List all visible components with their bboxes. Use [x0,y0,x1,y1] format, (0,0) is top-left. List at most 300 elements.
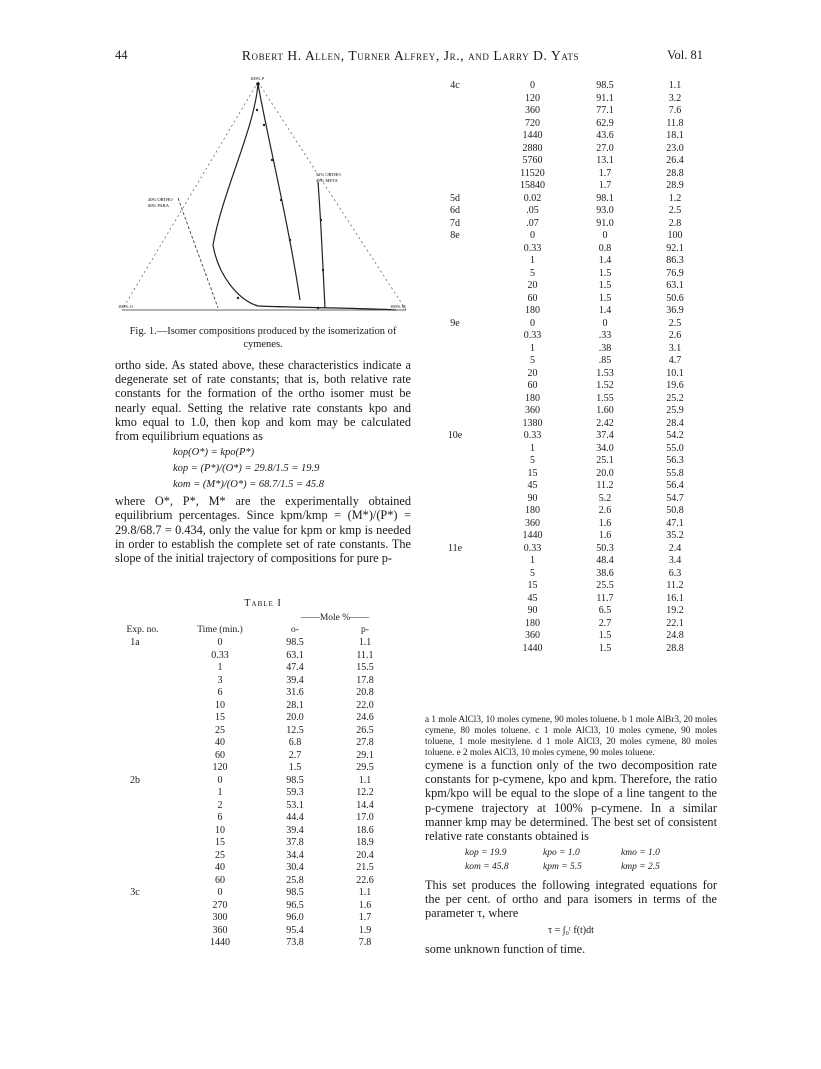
cell-para: 19.6 [666,380,684,391]
equation: kop = (P*)/(O*) = 29.8/1.5 = 19.9 [173,463,320,475]
cell-ortho: 0.8 [598,242,612,254]
cell-ortho: 1.5 [288,762,302,773]
cell-para: 23.0 [666,142,684,154]
cell-para: 6.3 [668,567,682,579]
cell-para: 18.1 [666,130,684,141]
table-row [115,775,411,788]
cell-ortho: 96.0 [286,912,304,923]
cell-time: 1440 [522,130,543,141]
cell-time: 15 [527,580,538,591]
cell-ortho: .85 [598,355,612,366]
table-row [440,155,716,168]
cell-time: 45 [527,480,538,491]
cell-time: 360 [525,630,540,641]
table-row [440,143,716,156]
cell-time: 1 [530,342,535,354]
cell-para: 28.4 [666,417,684,429]
table-row [440,305,716,318]
cell-ortho: 5.2 [598,492,612,504]
running-head-authors: Robert H. Allen, Turner Alfrey, Jr., and Larry D. Yats [241,48,580,63]
cell-ortho: 47.4 [286,662,304,673]
table-row [440,105,716,118]
table-footnote: a 1 mole AlCl3, 10 moles cymene, 90 moles toluene. b 1 mole AlBr3, 20 moles cymene, 80 moles toluene. c 1 mole AlCl3, 10 moles cymene, 90 moles toluene, 1 mole mesitylene. d 1 mole AlCl3, 20 moles cymene, 80 moles toluene. e 2 moles AlCl3, 10 moles cymene, 90 moles toluene. [425,714,717,757]
cell-time: 1 [217,662,223,673]
table-row [115,937,411,950]
cell-time: 180 [525,505,540,516]
cell-ortho: 43.6 [596,130,614,141]
cell-ortho: 98.5 [286,774,304,786]
cell-ortho: 27.0 [596,142,614,154]
cell-ortho: 98.5 [286,637,304,648]
cell-time: 45 [527,592,538,604]
cell-time: 5760 [522,155,543,166]
cell-para: 55.8 [666,467,684,479]
cell-time: 25 [215,724,225,736]
cell-time: 25 [215,849,225,861]
table-row [440,530,716,543]
cell-ortho: 1.5 [598,630,612,641]
cell-para: 22.0 [356,699,374,711]
cell-exp: 10e [447,430,463,441]
cell-para: 18.9 [356,837,374,848]
cell-ortho: 77.1 [596,105,614,116]
cell-ortho: 1.53 [596,367,614,379]
table-row [115,650,411,663]
cell-time: 360 [525,405,540,416]
table-row [115,687,411,700]
cell-para: 1.6 [358,899,372,911]
cell-ortho: 30.4 [286,862,304,873]
cell-time: 10 [215,699,225,711]
table-row [440,330,716,343]
cell-time: 60 [527,380,538,391]
cell-ortho: 2.6 [598,505,612,516]
cell-time: 40 [215,862,225,873]
cell-para: 17.0 [356,812,374,823]
cell-time: 1440 [522,642,543,654]
cell-para: 16.1 [666,592,684,604]
cell-time: 1 [217,787,223,798]
cell-para: 1.1 [358,774,372,786]
integral-equation: τ = ∫₀ᵗ f(t)dt [548,925,594,937]
cell-para: 56.4 [666,480,684,491]
cell-para: 86.3 [666,255,684,266]
cell-ortho: 1.7 [598,167,612,179]
cell-para: 14.4 [356,799,374,811]
table-row [115,762,411,775]
right-column-text [425,758,717,957]
cell-para: 2.5 [668,317,682,329]
cell-ortho: .33 [598,330,612,341]
cell-ortho: 11.2 [596,480,614,491]
cell-time: 20 [527,280,538,291]
cell-ortho: 38.6 [596,567,614,579]
left-column-text [115,358,411,565]
cell-ortho: 1.60 [596,405,614,416]
cell-para: 25.9 [666,405,684,416]
cell-time: 60 [215,749,225,761]
cell-para: 55.0 [666,442,684,454]
cell-para: 28.8 [666,167,684,179]
table-row [440,268,716,281]
cell-para: 18.6 [356,824,374,836]
table-row [440,205,716,218]
col-header-ortho: o- [291,625,299,635]
table-row [440,543,716,556]
cell-ortho: 91.1 [596,92,614,104]
cell-time: 3 [217,674,223,686]
cell-para: 17.8 [356,674,374,686]
cell-para: 29.5 [356,762,374,773]
cell-time: 0.02 [523,192,542,204]
equation: kom = (M*)/(O*) = 68.7/1.5 = 45.8 [173,479,325,491]
cell-ortho: 62.9 [596,117,614,129]
cell-ortho: 1.7 [598,180,612,191]
cell-para: 10.1 [666,367,684,379]
cell-time: 0 [217,637,223,648]
cell-ortho: 20.0 [286,712,304,723]
table-row [440,93,716,106]
table-row [440,493,716,506]
cell-para: 26.4 [666,155,684,166]
cell-time: 40 [215,737,225,748]
cell-ortho: 1.6 [598,517,612,529]
cell-time: 5 [530,455,535,466]
cell-exp: 9e [450,317,460,329]
table-row [440,405,716,418]
cell-ortho: 25.1 [596,455,614,466]
cell-ortho: 93.0 [596,205,614,216]
cell-para: 2.6 [668,330,682,341]
cell-time: 15 [215,837,225,848]
cell-para: 100 [667,230,683,241]
cell-ortho: 95.4 [286,924,304,936]
table-row [115,900,411,913]
right-point-label-2: 49% META [316,178,338,183]
cell-ortho: 1.5 [598,642,612,654]
table-row [115,800,411,813]
cell-exp: 3c [130,887,140,898]
cell-ortho: 1.5 [598,267,612,279]
table-row [440,118,716,131]
cell-time: 11520 [520,167,545,179]
cell-para: 56.3 [666,455,684,466]
cell-para: 28.8 [666,642,684,654]
table-left-part [115,613,411,950]
cell-ortho: 31.6 [286,687,304,698]
cell-time: 1440 [210,937,230,948]
cell-para: 3.1 [668,342,682,354]
right-point-label-1: 51% ORTHO [316,172,341,177]
cell-para: 35.2 [666,530,684,541]
cell-para: 2.5 [668,205,682,216]
cell-para: 1.9 [358,924,372,936]
table-row [440,430,716,443]
cell-ortho: 0 [602,317,608,329]
cell-para: 1.1 [668,80,682,91]
rate-constants: kop = 19.9 kpo = 1.0 kmo = 1.0 kom = 45.8 kpm = 5.5 kmp = 2.5 [465,848,660,873]
left-point-label-2: 60% PARA [148,203,169,208]
cell-ortho: 34.4 [286,849,304,861]
table-row [440,605,716,618]
cell-ortho: 44.4 [286,812,304,823]
figure-caption: Fig. 1.—Isomer compositions produced by the isomerization of cymenes. [129,326,397,350]
cell-time: 180 [525,392,540,404]
table-row [115,812,411,825]
cell-para: 20.4 [356,849,374,861]
cell-time: 300 [212,912,228,923]
cell-time: 0 [530,317,535,329]
cell-para: 25.2 [666,392,684,404]
table-row [440,618,716,631]
cell-time: 0 [217,887,223,898]
cell-para: 24.8 [666,630,684,641]
table-row [440,630,716,643]
cell-ortho: 11.7 [596,592,614,604]
cell-ortho: 1.6 [598,530,612,541]
cell-time: 0 [530,80,535,91]
cell-time: 0.33 [211,649,229,661]
cell-time: 0.33 [523,242,542,254]
col-header-time: Time (min.) [197,625,243,635]
cell-para: 27.8 [356,737,374,748]
table-row [115,887,411,900]
cell-time: 0.33 [523,430,542,441]
cell-para: 22.1 [666,617,684,629]
cell-para: 12.2 [356,787,374,798]
table-row [440,468,716,481]
table-row [115,712,411,725]
table-row [440,230,716,243]
table-row [115,912,411,925]
table-row [440,555,716,568]
cell-para: 29.1 [356,749,374,761]
table-row [440,643,716,656]
cell-time: 1 [530,442,535,454]
cell-ortho: 28.1 [286,699,304,711]
cell-para: 2.4 [668,542,682,554]
cell-time: 5 [530,355,535,366]
cell-time: 15 [215,712,225,723]
cell-exp: 7d [450,217,460,229]
table-row [440,443,716,456]
cell-time: 2 [217,799,223,811]
paragraph: where O*, P*, M* are the experimentally obtained equilibrium percentages. Since kpm/kmp = (M*)/(P*) = 29.8/68.7 = 0.434, only the value for kpm or kmp is needed in order to establish the complete set of rate constants. The slope of the initial trajectory of compositions for pure p- [115,494,411,566]
volume-label: Vol. 81 [667,48,703,62]
table-row [440,518,716,531]
table-row [440,455,716,468]
cell-ortho: 50.3 [596,542,614,554]
col-header-exp: Exp. no. [126,625,159,635]
cell-exp: 2b [130,774,140,786]
cell-ortho: 1.52 [596,380,614,391]
cell-para: 63.1 [666,280,684,291]
table-row [440,355,716,368]
cell-para: 1.1 [358,637,372,648]
table-row [115,862,411,875]
cell-ortho: 25.8 [286,874,304,886]
table-row [115,637,411,650]
apex-label: 100% P [250,76,265,81]
table-row [115,787,411,800]
col-header-mole: ——Mole %—— [300,613,370,623]
cell-para: 54.7 [666,492,684,504]
cell-ortho: 98.5 [286,887,304,898]
cell-time: 180 [525,617,540,629]
cell-time: 1 [530,555,535,566]
cell-time: 1380 [522,417,543,429]
table-title: Table I [244,598,282,609]
cell-para: 1.7 [358,912,372,923]
cell-time: 2880 [522,142,543,154]
cell-time: 120 [525,92,540,104]
cell-ortho: 73.8 [286,937,304,948]
cell-ortho: 25.5 [596,580,614,591]
table-row [440,130,716,143]
cell-time: 0 [217,774,223,786]
cell-para: 50.8 [666,505,684,516]
table-row [440,593,716,606]
cell-ortho: 39.4 [286,824,304,836]
cell-exp: 8e [450,230,460,241]
cell-ortho: .38 [598,342,612,354]
cell-ortho: 1.55 [596,392,614,404]
cell-exp: 4c [450,80,460,91]
cell-ortho: 12.5 [286,724,304,736]
cell-para: 1.2 [668,192,682,204]
bottom-left-label: 100% O [118,304,133,309]
cell-time: 0 [530,230,535,241]
cell-time: 0.33 [523,330,542,341]
table-row [440,380,716,393]
cell-time: 180 [525,305,540,316]
cell-ortho: 2.7 [288,749,302,761]
paragraph: This set produces the following integrated equations for the per cent. of ortho and para isomers in terms of the parameter τ, where [425,877,717,921]
cell-para: 26.5 [356,724,374,736]
cell-para: 3.2 [668,92,682,104]
table-row [440,580,716,593]
cell-para: 7.6 [668,105,682,116]
cell-para: 20.8 [356,687,374,698]
table-row [115,825,411,838]
table-row [440,318,716,331]
table-row [440,418,716,431]
table-row [115,700,411,713]
table-right-part [440,80,716,655]
cell-para: 47.1 [666,517,684,529]
cell-ortho: 59.3 [286,787,304,798]
cell-ortho: 53.1 [286,799,304,811]
cell-para: 11.1 [356,649,374,661]
cell-para: 36.9 [666,305,684,316]
cell-ortho: 37.4 [596,430,614,441]
table-row [115,875,411,888]
table-row [440,568,716,581]
table-row [440,193,716,206]
cell-para: 24.6 [356,712,374,723]
table-row [440,293,716,306]
table-row [440,255,716,268]
col-header-para: p- [361,625,369,635]
page-number: 44 [115,48,128,62]
cell-time: 360 [212,924,228,936]
cell-time: 720 [525,117,540,129]
isomer-triangle-figure [118,70,410,320]
cell-time: 60 [527,292,538,304]
table-row [115,850,411,863]
cell-exp: 11e [447,542,463,554]
cell-para: 21.5 [356,862,374,873]
table-row [115,925,411,938]
cell-time: 360 [525,517,540,529]
table-row [115,750,411,763]
cell-ortho: 1.5 [598,292,612,304]
table-row [115,662,411,675]
table-row [440,168,716,181]
cell-time: 360 [525,105,540,116]
cell-time: 120 [212,762,228,773]
cell-para: 3.4 [668,555,682,566]
cell-ortho: 13.1 [596,155,614,166]
cell-exp: 5d [450,192,460,204]
cell-ortho: 37.8 [286,837,304,848]
cell-ortho: 1.4 [598,305,612,316]
cell-ortho: 6.5 [598,605,612,616]
table-row [115,837,411,850]
cell-para: 15.5 [356,662,374,673]
cell-time: 15840 [520,180,545,191]
cell-time: .05 [526,205,539,216]
cell-ortho: 91.0 [596,217,614,229]
cell-time: 0.33 [523,542,542,554]
cell-exp: 1a [130,637,140,648]
cell-time: 15 [527,467,538,479]
left-point-label-1: 40% ORTHO [148,197,173,202]
cell-ortho: 0 [602,230,608,241]
cell-time: 270 [212,899,228,911]
paragraph: cymene is a function only of the two decomposition rate constants for p-cymene, kpo and kpm. Therefore, the ratio kpm/kpo will be equal to the slope of a line tangent to the p-cymene trajectory at 100% p-cymene. In a similar manner kmp may be determined. The best set of consistent relative rate constants obtained is [425,758,717,844]
cell-ortho: 96.5 [286,899,304,911]
cell-time: 6 [217,812,223,823]
cell-time: 1 [530,255,535,266]
cell-ortho: 2.7 [598,617,612,629]
table-row [440,80,716,93]
bottom-right-label: 100% M [390,304,406,309]
equation: kop(O*) = kpo(P*) [173,447,255,459]
cell-ortho: 98.5 [596,80,614,91]
cell-para: 2.8 [668,217,682,229]
cell-time: 6 [217,687,223,698]
cell-para: 92.1 [666,242,684,254]
cell-ortho: 63.1 [286,649,304,661]
table-row [440,180,716,193]
cell-time: 90 [527,492,538,504]
cell-ortho: 48.4 [596,555,614,566]
cell-para: 11.2 [666,580,684,591]
cell-para: 54.2 [666,430,684,441]
table-row [440,218,716,231]
cell-ortho: 34.0 [596,442,614,454]
table-row [440,243,716,256]
cell-ortho: 39.4 [286,674,304,686]
table-row [440,368,716,381]
cell-para: 11.8 [666,117,684,129]
table-row [440,280,716,293]
cell-ortho: 20.0 [596,467,614,479]
table-row [440,343,716,356]
cell-para: 76.9 [666,267,684,279]
cell-time: .07 [526,217,539,229]
